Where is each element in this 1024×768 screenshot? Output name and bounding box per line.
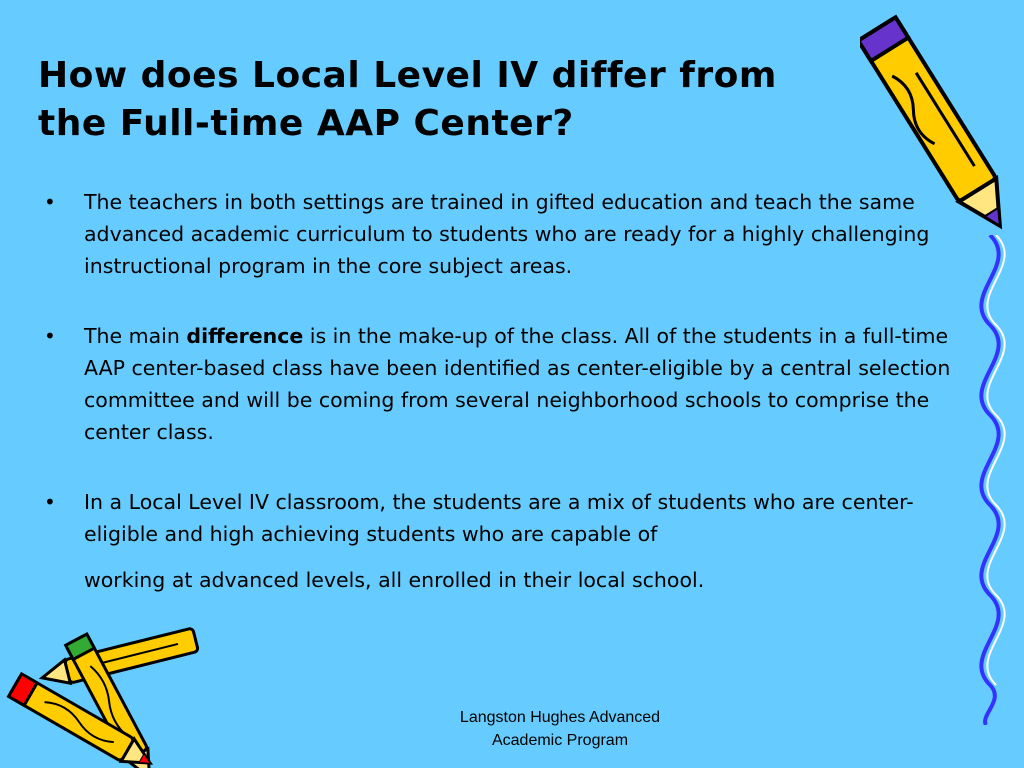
slide-footer [400, 706, 720, 752]
bullet-icon: • [44, 324, 56, 348]
wavy-line-icon [950, 235, 1024, 725]
bullet-item-teachers [44, 186, 954, 282]
bullet-emphasis: difference [186, 324, 304, 348]
slide-title-line-2: the Full-time AAP Center? [38, 103, 574, 144]
bullet-text: The teachers in both settings are trained in gifted education and teach the same advanced academic curriculum to students who are ready for a highly challenging instructional program in the core subject areas. [84, 190, 930, 278]
bullet-list [44, 186, 954, 596]
bullet-text-part: is in the make-up of the class. All of the students in a full-time AAP center-based class have been identified as center-eligible by a central selection committee and will be coming from several neighborhood schools to comprise the center class. [84, 324, 951, 444]
pencil-icon [860, 0, 1010, 250]
footer-line-1: Langston Hughes Advanced [459, 709, 661, 726]
bullet-text [84, 490, 954, 596]
bullet-text [84, 324, 950, 444]
bullet-item-difference [44, 320, 954, 448]
footer-line-2: Academic Program [491, 732, 629, 749]
bullet-item-local-level [44, 486, 954, 596]
bullet-text-part: working at advanced levels, all enrolled in their local school. [84, 568, 705, 592]
pencil-cluster-icon [0, 618, 210, 768]
bullet-text-part: In a Local Level IV classroom, the students are a mix of students who are center-eligible and high achieving students who are capable of [84, 490, 914, 546]
bullet-text-part: The main [84, 324, 187, 348]
bullet-icon: • [44, 490, 56, 514]
bullet-icon: • [44, 190, 56, 214]
slide-title-line-1: How does Local Level IV differ from [38, 55, 777, 96]
slide-title [38, 52, 878, 148]
